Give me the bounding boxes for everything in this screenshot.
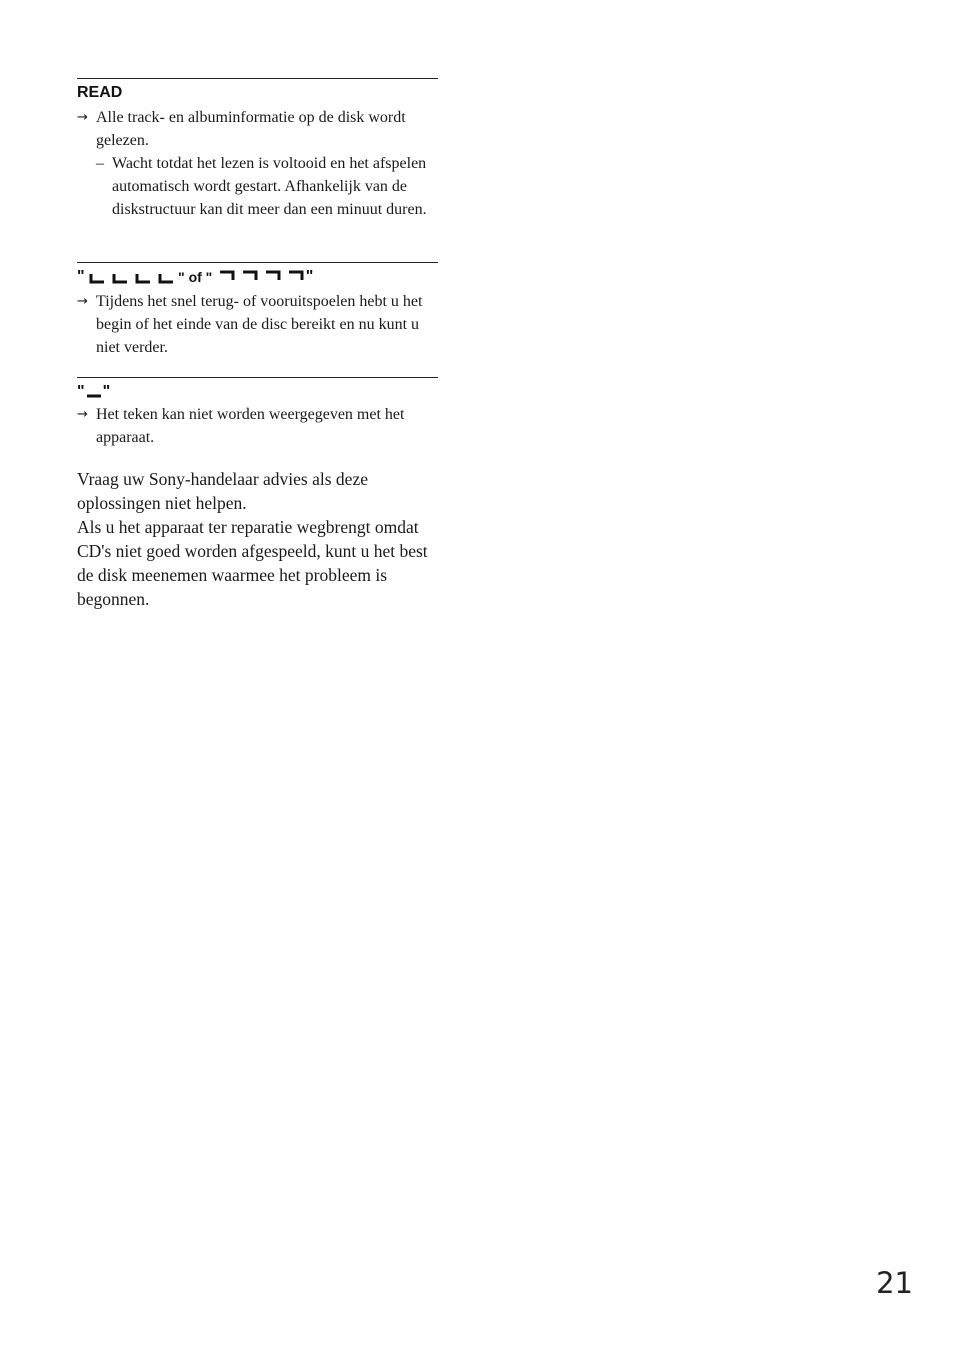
close-quote: " [102,383,111,400]
arrow-icon: → [77,407,88,422]
closing-paragraph: Als u het apparaat ter reparatie wegbrengt omdat CD's niet goed worden afgespeeld, kunt u het best de disk meenemen waarmee het probleem is begonnen. [77,517,428,609]
section-read [77,78,438,262]
segment-top-right-icon [241,267,258,285]
dash-bullet: – [96,155,104,172]
close-quote: " [305,268,314,285]
segment-bottom-left-icon [112,267,129,285]
segment-bottom-left-icon [158,267,175,285]
closing-text [77,467,438,611]
segment-top-right-icon [264,267,281,285]
closing-paragraph: Vraag uw Sony-handelaar advies als deze oplossingen niet helpen. [77,469,368,513]
cause-text: Alle track- en albuminformatie op de disk wordt gelezen. [96,109,406,149]
sub-text: Wacht totdat het lezen is voltooid en het afspelen automatisch wordt gestart. Afhankelijk van de diskstructuur kan dit meer dan een minuut duren. [112,155,427,218]
section-title-segments [77,267,438,287]
page-number: 21 [876,1266,913,1300]
segment-top-right-icon [287,267,304,285]
cause-item [77,403,438,449]
section-segments [77,262,438,377]
segment-bottom-left-icon [135,267,152,285]
open-quote: " [77,383,85,400]
segment-underscore-icon [86,382,102,400]
cause-text: Tijdens het snel terug- of vooruitspoelen hebt u het begin of het einde van de disc bereikt en nu kunt u niet verder. [96,293,423,356]
sub-item [77,152,438,221]
section-title-read: READ [77,84,123,101]
of-separator: " of " [178,269,213,285]
arrow-icon: → [77,110,88,125]
segment-top-right-icon [218,267,235,285]
arrow-icon: → [77,294,88,309]
cause-item [77,290,438,359]
cause-item [77,106,438,152]
section-underscore [77,377,438,449]
troubleshooting-column [77,78,438,611]
open-quote: " [77,268,85,285]
section-title-underscore [77,382,438,402]
cause-text: Het teken kan niet worden weergegeven met het apparaat. [96,406,405,446]
segment-bottom-left-icon [89,267,106,285]
